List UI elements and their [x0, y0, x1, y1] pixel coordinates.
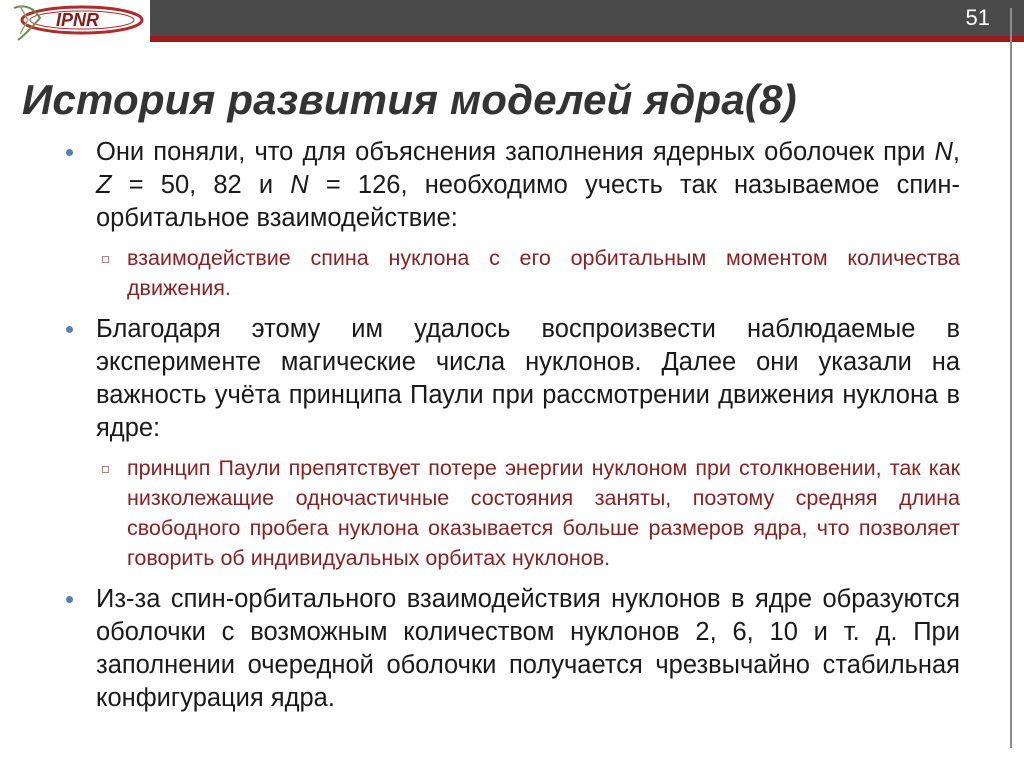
- top-bar: [0, 0, 1024, 36]
- sub-bullet-text: взаимодействие спина нуклона с его орбитальным моментом количества движения.: [127, 246, 960, 300]
- bullet-dot-icon: [66, 596, 73, 603]
- ipnr-logo: [0, 0, 150, 46]
- bullet-text: Из-за спин-орбитального взаимодействия нуклонов в ядре образуются оболочки с возможным количеством нуклонов 2, 6, 10 и т. д. При заполнении очередной оболочки получается чрезвычайно стабильная конфигурация ядра.: [96, 585, 960, 712]
- bullet-item: [60, 583, 960, 715]
- slide-title: История развития моделей ядра(8): [22, 76, 797, 123]
- logo-icon: [0, 0, 150, 46]
- bullet-text: Они поняли, что для объяснения заполнения ядерных оболочек при N, Z = 50, 82 и N = 126, необходимо учесть так называемое спин-орбитальное взаимодействие:: [96, 138, 960, 232]
- sub-bullet-item: [60, 243, 960, 303]
- sub-bullet-text: принцип Паули препятствует потере энергии нуклоном при столкновении, так как низколежащие одночастичные состояния заняты, поэтому средняя длина свободного пробега нуклона оказывается больше размеров ядра, что позволяет говорить об индивидуальных орбитах нуклонов.: [127, 456, 960, 570]
- bullet-text: Благодаря этому им удалось воспроизвести наблюдаемые в эксперименте магические числа нуклонов. Далее они указали на важность учёта принципа Паули при рассмотрении движения нуклона в ядре:: [96, 315, 960, 442]
- slide-content: [60, 136, 960, 723]
- bullet-dot-icon: [66, 149, 73, 156]
- sub-bullet-square-icon: [102, 466, 109, 473]
- top-bar-accent: [150, 36, 1024, 42]
- sub-bullet-item: [60, 453, 960, 573]
- sub-bullet-square-icon: [102, 256, 109, 263]
- logo-text: IPNR: [56, 10, 100, 30]
- bullet-item: [60, 313, 960, 445]
- bullet-dot-icon: [66, 326, 73, 333]
- slide-number: 51: [965, 5, 990, 30]
- right-edge-decoration: [998, 8, 1024, 748]
- bullet-item: [60, 136, 960, 235]
